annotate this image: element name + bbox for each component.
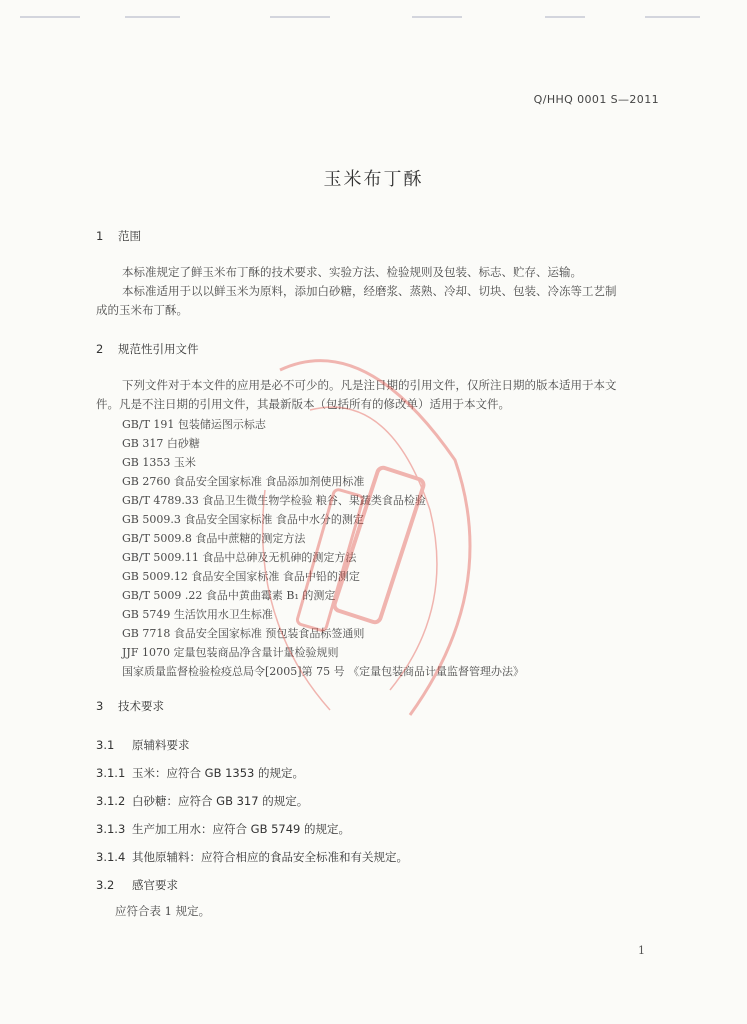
reference-item: GB 2760 食品安全国家标准 食品添加剂使用标准 xyxy=(122,475,365,488)
document-title: 玉米布丁酥 xyxy=(323,169,424,190)
clause-3-1-3 xyxy=(96,821,350,837)
clause-text: 白砂糖：应符合 GB 317 的规定。 xyxy=(132,794,309,808)
clause-text: 生产加工用水：应符合 GB 5749 的规定。 xyxy=(132,822,351,836)
section-title: 技术要求 xyxy=(118,699,164,713)
clause-3-1-1 xyxy=(96,765,304,781)
sensory-requirement-text: 应符合表 1 规定。 xyxy=(115,904,211,918)
references-intro-line-1: 下列文件对于本文件的应用是必不可少的。凡是注日期的引用文件，仅所注日期的版本适用于本文 xyxy=(122,378,617,392)
clause-number: 3.1.4 xyxy=(96,850,126,864)
section-3-heading xyxy=(96,698,164,714)
scope-paragraph-1: 本标准规定了鲜玉米布丁酥的技术要求、实验方法、检验规则及包装、标志、贮存、运输。 xyxy=(122,265,582,279)
clause-text: 玉米：应符合 GB 1353 的规定。 xyxy=(132,766,305,780)
section-number: 2 xyxy=(96,342,104,356)
subsection-number: 3.1 xyxy=(96,738,115,752)
clause-text: 其他原辅料：应符合相应的食品安全标准和有关规定。 xyxy=(132,850,408,864)
section-title: 范围 xyxy=(118,229,141,243)
scope-paragraph-2-line-1: 本标准适用于以以鲜玉米为原料，添加白砂糖，经磨浆、蒸熟、冷却、切块、包装、冷冻等工艺制 xyxy=(122,284,617,298)
scan-artifact-line xyxy=(20,16,80,18)
scan-artifact-line xyxy=(645,16,700,18)
reference-item: GB 317 白砂糖 xyxy=(122,437,200,450)
stamp-block xyxy=(333,466,425,623)
reference-item: GB/T 5009.8 食品中蔗糖的测定方法 xyxy=(122,532,306,545)
section-number: 3 xyxy=(96,699,104,713)
reference-item: GB 5009.3 食品安全国家标准 食品中水分的测定 xyxy=(122,513,364,526)
clause-number: 3.1.1 xyxy=(96,766,126,780)
clause-number: 3.1.3 xyxy=(96,822,126,836)
standard-number: Q/HHQ 0001 S—2011 xyxy=(533,93,659,106)
scan-artifact-line xyxy=(270,16,330,18)
subsection-number: 3.2 xyxy=(96,878,115,892)
scan-artifact-line xyxy=(412,16,462,18)
section-2-heading xyxy=(96,341,199,357)
scan-artifact-line xyxy=(545,16,585,18)
scan-artifact-line xyxy=(125,16,180,18)
clause-3-1-2 xyxy=(96,793,308,809)
subsection-title: 原辅料要求 xyxy=(132,738,190,752)
subsection-title: 感官要求 xyxy=(132,878,178,892)
section-title: 规范性引用文件 xyxy=(118,342,199,356)
stamp-outer-arc xyxy=(280,361,470,715)
reference-item: 国家质量监督检验检疫总局令[2005]第 75 号 《定量包装商品计量监督管理办法》 xyxy=(122,665,525,678)
reference-item: GB 5749 生活饮用水卫生标准 xyxy=(122,608,273,621)
page-number: 1 xyxy=(638,944,645,957)
scope-paragraph-2-line-2: 成的玉米布丁酥。 xyxy=(96,303,188,317)
subsection-3-2-heading xyxy=(96,877,178,893)
reference-item: GB/T 5009 .22 食品中黄曲霉素 B₁ 的测定 xyxy=(122,589,336,602)
clause-number: 3.1.2 xyxy=(96,794,126,808)
references-intro-line-2: 件。凡是不注日期的引用文件，其最新版本（包括所有的修改单）适用于本文件。 xyxy=(96,397,510,411)
reference-item: GB/T 4789.33 食品卫生微生物学检验 粮谷、果蔬类食品检验 xyxy=(122,494,426,507)
reference-item: GB/T 5009.11 食品中总砷及无机砷的测定方法 xyxy=(122,551,357,564)
clause-3-1-4 xyxy=(96,849,408,865)
section-number: 1 xyxy=(96,229,104,243)
reference-item: JJF 1070 定量包装商品净含量计量检验规则 xyxy=(122,646,339,659)
subsection-3-1-heading xyxy=(96,737,190,753)
section-1-heading xyxy=(96,228,141,244)
reference-item: GB 7718 食品安全国家标准 预包装食品标签通则 xyxy=(122,627,365,640)
reference-item: GB 1353 玉米 xyxy=(122,456,196,469)
reference-item: GB/T 191 包装储运图示标志 xyxy=(122,418,266,431)
reference-item: GB 5009.12 食品安全国家标准 食品中铅的测定 xyxy=(122,570,360,583)
